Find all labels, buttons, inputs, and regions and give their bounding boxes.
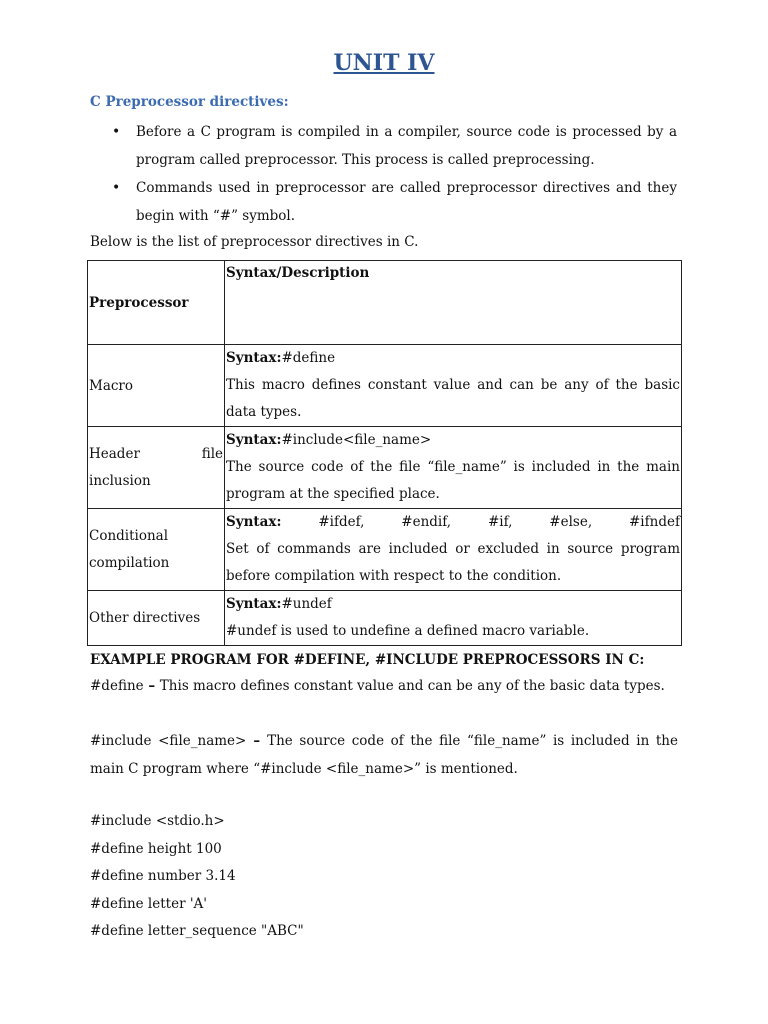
bullet-text: Commands used in preprocessor are called preprocessor directives and they begin with “#” symbol. bbox=[136, 180, 677, 224]
row-name: Macro bbox=[88, 345, 225, 427]
include-text: The source code of the file “file_name” is included in the main C program where “#include <file_name>” is mentioned. bbox=[90, 733, 678, 777]
row-description: This macro defines constant value and can be any of the basic data types. bbox=[226, 377, 680, 420]
row-name bbox=[88, 427, 225, 509]
code-line: #define number 3.14 bbox=[90, 868, 236, 884]
list-item bbox=[112, 174, 677, 230]
page-title: UNIT IV bbox=[333, 50, 435, 76]
syntax-value: #include<file_name> bbox=[281, 432, 432, 448]
table-header-row bbox=[88, 261, 682, 345]
row-name: Conditional compilation bbox=[88, 509, 225, 591]
syntax-label: Syntax: bbox=[226, 432, 282, 448]
syntax-label: Syntax: bbox=[226, 514, 282, 530]
syntax-value: #endif, bbox=[401, 514, 452, 530]
row-content bbox=[225, 345, 682, 427]
row-name: Other directives bbox=[88, 591, 225, 646]
section-heading: C Preprocessor directives: bbox=[90, 94, 289, 110]
code-line: #define letter 'A' bbox=[90, 895, 207, 912]
header-cell-preprocessor: Preprocessor bbox=[88, 261, 225, 345]
syntax-value: #if, bbox=[487, 514, 513, 530]
syntax-label: Syntax: bbox=[226, 350, 282, 366]
row-content bbox=[225, 427, 682, 509]
define-term: #define bbox=[90, 678, 144, 694]
row-description: Set of commands are included or excluded in source program before compilation with respect to the condition. bbox=[226, 541, 680, 584]
include-term: #include <file_name> bbox=[90, 733, 247, 749]
row-content bbox=[225, 509, 682, 591]
bullet-list bbox=[112, 118, 677, 230]
example-heading: EXAMPLE PROGRAM FOR #DEFINE, #INCLUDE PREPROCESSORS IN C: bbox=[90, 652, 645, 668]
row-name-part: inclusion bbox=[89, 472, 151, 489]
row-name-part: file bbox=[201, 445, 223, 462]
intro-text: Below is the list of preprocessor directives in C. bbox=[90, 234, 419, 250]
code-line: #define letter_sequence "ABC" bbox=[90, 923, 304, 939]
table-row bbox=[88, 345, 682, 427]
dash: – bbox=[246, 733, 268, 749]
code-block bbox=[90, 808, 304, 946]
syntax-value: #else, bbox=[549, 514, 593, 530]
code-line: #define height 100 bbox=[90, 840, 222, 857]
bullet-icon: • bbox=[112, 124, 121, 140]
define-text: This macro defines constant value and can be any of the basic data types. bbox=[159, 678, 665, 694]
syntax-line bbox=[226, 509, 680, 536]
syntax-value: #ifndef bbox=[629, 514, 680, 530]
dash: – bbox=[143, 678, 160, 694]
syntax-value: #ifdef, bbox=[318, 514, 365, 530]
table-row bbox=[88, 509, 682, 591]
directives-table bbox=[87, 260, 682, 646]
syntax-line bbox=[226, 345, 680, 372]
bullet-text: Before a C program is compiled in a compiler, source code is processed by a program called preprocessor. This process is called preprocessing. bbox=[136, 124, 677, 168]
syntax-label: Syntax: bbox=[226, 596, 282, 612]
row-description: #undef is used to undefine a defined macro variable. bbox=[226, 623, 590, 639]
syntax-value: #define bbox=[281, 350, 336, 366]
syntax-value: #undef bbox=[281, 596, 332, 612]
table-row bbox=[88, 427, 682, 509]
syntax-line bbox=[226, 427, 680, 454]
bullet-icon: • bbox=[112, 180, 121, 196]
header-cell-syntax: Syntax/Description bbox=[225, 261, 682, 345]
row-content bbox=[225, 591, 682, 646]
table-row bbox=[88, 591, 682, 646]
code-line: #include <stdio.h> bbox=[90, 813, 225, 829]
row-description: The source code of the file “file_name” is included in the main program at the specified place. bbox=[226, 459, 680, 502]
list-item bbox=[112, 118, 677, 174]
define-paragraph bbox=[90, 673, 678, 701]
syntax-line bbox=[226, 591, 680, 618]
row-name-part: Header bbox=[89, 445, 140, 462]
include-paragraph bbox=[90, 728, 678, 783]
